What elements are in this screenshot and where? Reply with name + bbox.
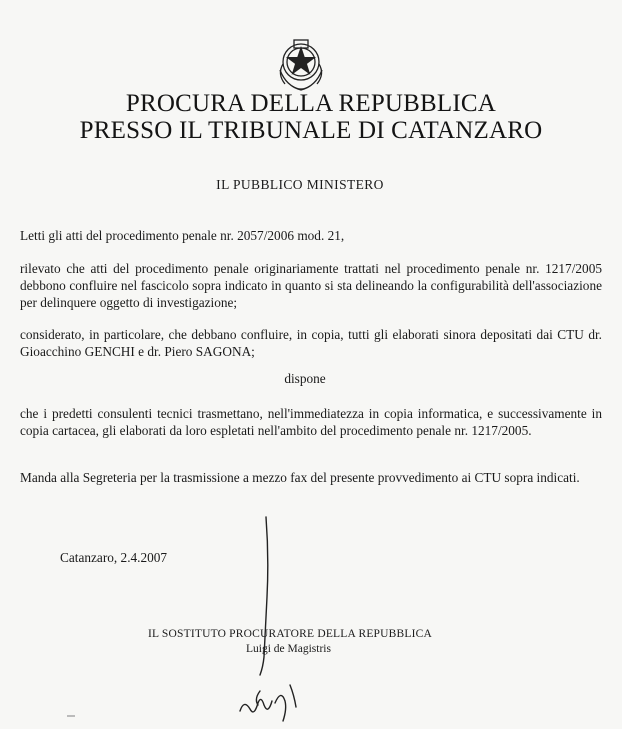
scan-speck xyxy=(67,715,75,717)
office-heading-line1: PROCURA DELLA REPUBBLICA xyxy=(125,90,497,117)
signatory-title: IL SOSTITUTO PROCURATORE DELLA REPUBBLICA xyxy=(148,628,433,640)
paragraph-considerato: considerato, in particolare, che debbano confluire, in copia, tutti gli elaborati sinora depositati dai CTU dr. Gioacchino GENCHI e dr. Piero SAGONA; xyxy=(20,327,602,359)
dispone-heading: dispone xyxy=(284,371,326,386)
place-date: Catanzaro, 2.4.2007 xyxy=(60,550,168,565)
paragraph-disposizione: che i predetti consulenti tecnici trasmettano, nell'immediatezza in copia informatica, e successivamente in copia cartacea, gli elaborati da loro espletati nell'ambito del procedimento penale nr. 1217/2005. xyxy=(20,406,602,438)
paragraph-letti: Letti gli atti del procedimento penale nr. 2057/2006 mod. 21, xyxy=(20,228,345,243)
handwritten-signature-icon xyxy=(220,515,340,729)
paragraph-rilevato: rilevato che atti del procedimento penale originariamente trattati nel procedimento penale nr. 1217/2005 debbono confluire nel fascicolo sopra indicato in quanto si sta delineando la configurabilità dell'associazione per delinquere oggetto di investigazione; xyxy=(20,261,602,310)
paragraph-manda: Manda alla Segreteria per la trasmissione a mezzo fax del presente provvedimento ai CTU sopra indicati. xyxy=(20,470,580,485)
italian-republic-emblem-icon xyxy=(272,34,330,94)
signatory-name: Luigi de Magistris xyxy=(246,643,331,655)
document-subtitle: IL PUBBLICO MINISTERO xyxy=(216,177,384,192)
office-heading-line2: PRESSO IL TRIBUNALE DI CATANZARO xyxy=(79,117,543,144)
